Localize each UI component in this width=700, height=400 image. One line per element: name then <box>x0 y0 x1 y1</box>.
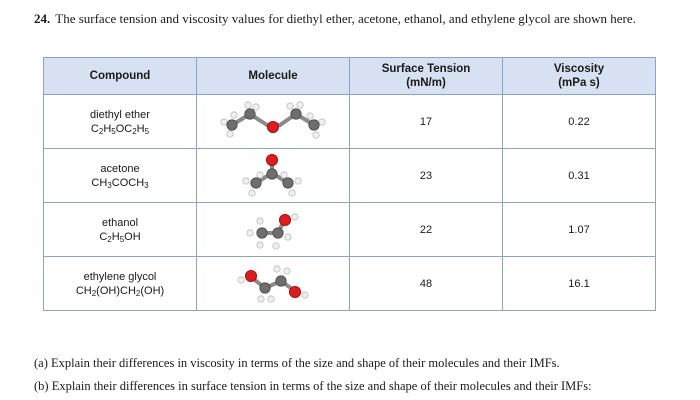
table-row <box>44 95 656 149</box>
table-row <box>44 203 656 257</box>
surface-tension-value: 22 <box>350 203 503 257</box>
question-part-a: (a) Explain their differences in viscosity in terms of the size and shape of their molecules and their IMFs. <box>34 356 560 370</box>
compound-name: acetone <box>100 162 140 175</box>
compound-cell <box>44 203 197 257</box>
ethylene-glycol-molecule-icon <box>231 261 315 307</box>
compound-cell <box>44 257 197 311</box>
compound-cell <box>44 149 197 203</box>
surface-tension-value: 23 <box>350 149 503 203</box>
diethyl-ether-molecule-icon <box>218 100 328 144</box>
molecule-cell <box>197 95 350 149</box>
compound-cell <box>44 95 197 149</box>
table-row <box>44 257 656 311</box>
compound-name: ethanol <box>101 216 139 229</box>
molecule-cell <box>197 203 350 257</box>
properties-table <box>43 57 656 311</box>
compound-name: ethylene glycol <box>83 270 157 283</box>
compound-formula: $C_2H_5OC_2H_5$ <box>90 122 150 136</box>
molecule-cell <box>197 149 350 203</box>
header-molecule: Molecule <box>197 58 350 95</box>
acetone-molecule-icon <box>238 153 308 199</box>
header-viscosity: Viscosity (mPa s) <box>503 58 656 95</box>
compound-formula: $C_2H_5OH$ <box>99 230 141 244</box>
question-text: The surface tension and viscosity values for diethyl ether, acetone, ethanol, and ethylene glycol are shown here. <box>55 11 636 26</box>
question-prompt <box>34 11 684 27</box>
header-compound: Compound <box>44 58 197 95</box>
surface-tension-value: 48 <box>350 257 503 311</box>
question-number: 24. <box>34 11 51 26</box>
surface-tension-value: 17 <box>350 95 503 149</box>
question-part-b: (b) Explain their differences in surface tension in terms of the size and shape of their molecules and their IMFs: <box>34 379 592 393</box>
header-surface-tension: Surface Tension (mN/m) <box>350 58 503 95</box>
compound-formula: $CH_3COCH_3$ <box>91 176 149 190</box>
viscosity-value: 0.31 <box>503 149 656 203</box>
table-row <box>44 149 656 203</box>
molecule-cell <box>197 257 350 311</box>
compound-name: diethyl ether <box>90 108 150 121</box>
viscosity-value: 1.07 <box>503 203 656 257</box>
ethanol-molecule-icon <box>240 207 306 253</box>
viscosity-value: 16.1 <box>503 257 656 311</box>
viscosity-value: 0.22 <box>503 95 656 149</box>
compound-formula: $CH_2(OH)CH_2(OH)$ <box>75 284 165 298</box>
table-header-row <box>44 58 656 95</box>
